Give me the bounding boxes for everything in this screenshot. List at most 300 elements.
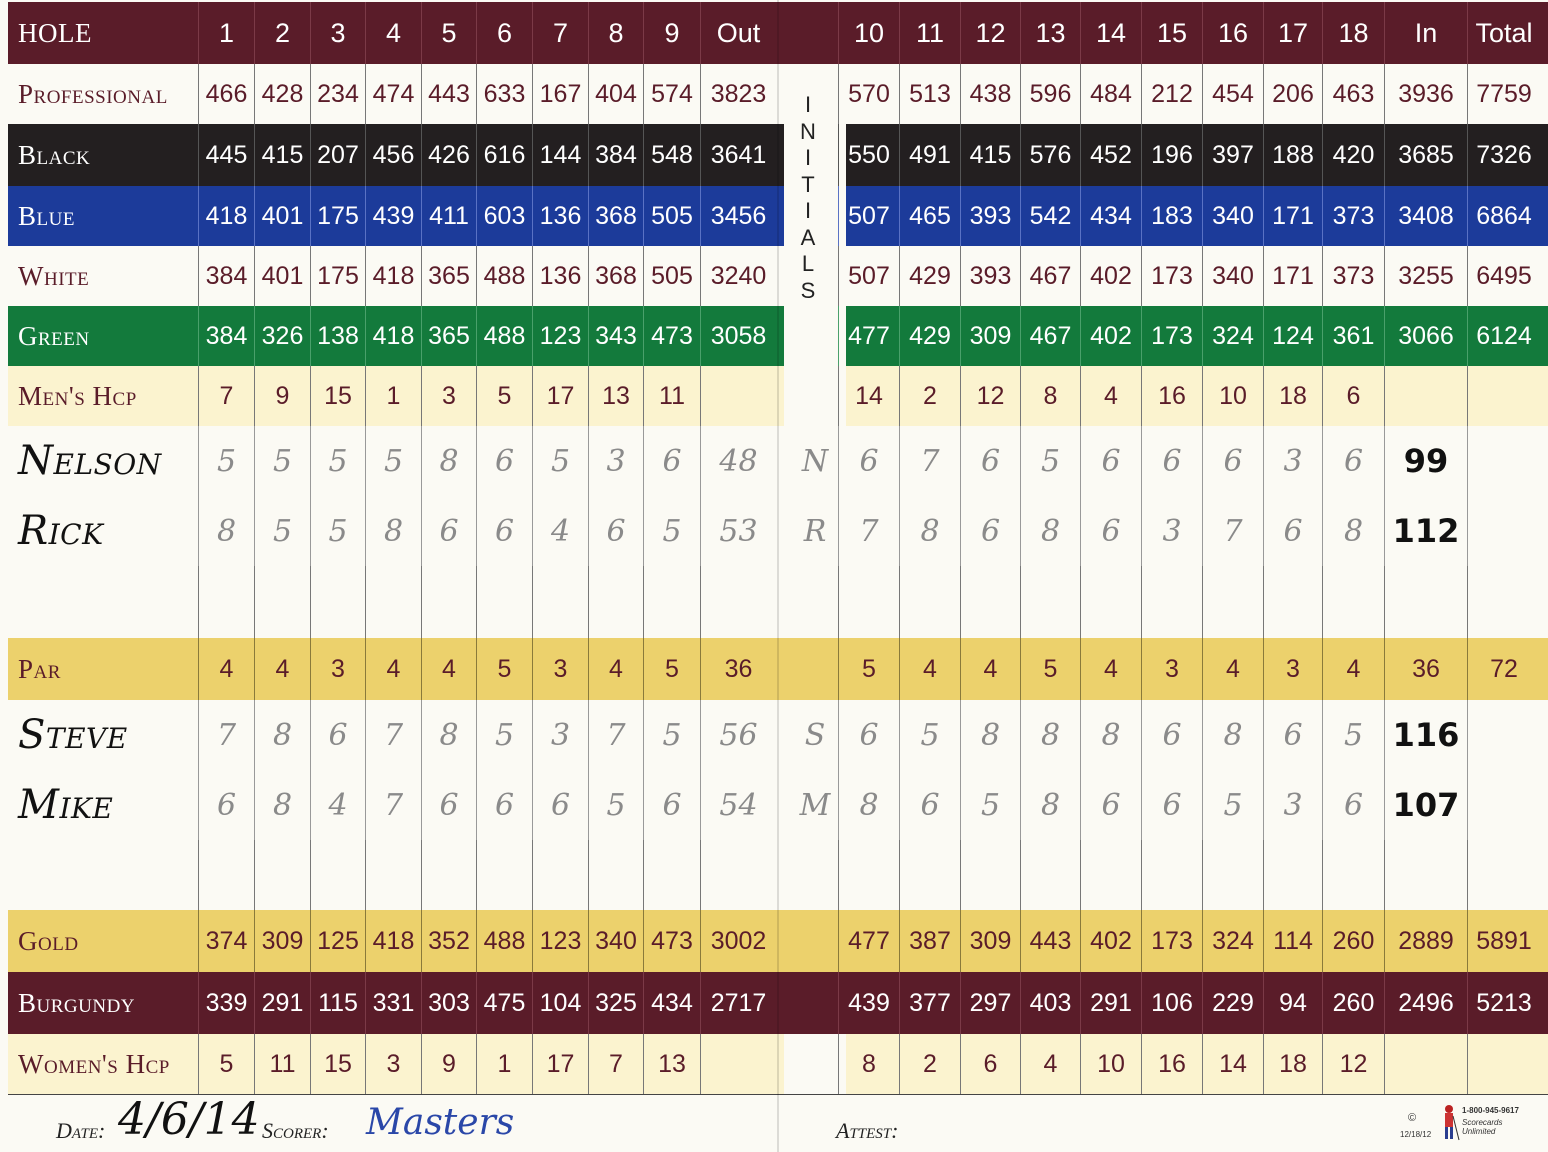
cell-3[interactable]: 6 <box>310 700 365 770</box>
cell-5: 365 <box>421 246 476 306</box>
cell-total: 6864 <box>1467 186 1540 246</box>
cell-9[interactable]: 6 <box>643 770 700 840</box>
cell-4: 3 <box>365 1034 421 1094</box>
cell-11[interactable]: 7 <box>899 426 960 496</box>
cell-3: 3 <box>310 638 365 700</box>
cell-12[interactable]: 6 <box>960 496 1020 566</box>
cell-17[interactable]: 3 <box>1263 426 1322 496</box>
cell-10[interactable]: 6 <box>838 700 899 770</box>
cell-17[interactable]: 6 <box>1263 496 1322 566</box>
cell-3: 175 <box>310 246 365 306</box>
cell-in: 3408 <box>1384 186 1467 246</box>
cell-17[interactable]: 6 <box>1263 700 1322 770</box>
cell-15: 173 <box>1141 246 1202 306</box>
cell-8: 8 <box>588 2 643 64</box>
cell-7: 17 <box>532 1034 588 1094</box>
cell-9: 434 <box>643 972 700 1034</box>
cell-13: 443 <box>1020 910 1080 972</box>
cell-total[interactable] <box>1467 496 1540 566</box>
cell-11: 11 <box>899 2 960 64</box>
cell-6: 633 <box>476 64 532 124</box>
scorer-value: Masters <box>366 1102 515 1143</box>
cell-17[interactable]: 3 <box>1263 770 1322 840</box>
initials-gap <box>784 306 846 366</box>
cell-in: 3936 <box>1384 64 1467 124</box>
cell-5[interactable]: 6 <box>421 496 476 566</box>
initials-letter: I <box>804 198 812 223</box>
cell-11[interactable]: 5 <box>899 700 960 770</box>
cell-6[interactable]: 6 <box>476 496 532 566</box>
cell-out: 3240 <box>700 246 776 306</box>
cell-10[interactable]: 7 <box>838 496 899 566</box>
cell-10 <box>838 840 899 910</box>
cell-10: 5 <box>838 638 899 700</box>
cell-8[interactable]: 6 <box>588 496 643 566</box>
cell-14: 291 <box>1080 972 1141 1034</box>
cell-4[interactable]: 7 <box>365 770 421 840</box>
cell-9[interactable]: 6 <box>643 426 700 496</box>
cell-in[interactable]: 99 <box>1384 426 1467 496</box>
cell-in: 36 <box>1384 638 1467 700</box>
cell-2: 9 <box>254 366 310 426</box>
cell-15[interactable]: 6 <box>1141 770 1202 840</box>
cell-6: 488 <box>476 306 532 366</box>
cell-14[interactable]: 6 <box>1080 426 1141 496</box>
cell-11 <box>899 840 960 910</box>
cell-12: 4 <box>960 638 1020 700</box>
cell-12: 12 <box>960 366 1020 426</box>
cell-5 <box>421 840 476 910</box>
cell-11: 387 <box>899 910 960 972</box>
cell-12: 309 <box>960 306 1020 366</box>
initials-letter: N <box>800 118 816 144</box>
cell-3: 125 <box>310 910 365 972</box>
cell-8: 404 <box>588 64 643 124</box>
cell-16: 340 <box>1202 246 1263 306</box>
cell-12: 393 <box>960 246 1020 306</box>
cell-18: 463 <box>1322 64 1384 124</box>
row-label: Gold <box>18 925 79 956</box>
cell-8 <box>588 566 643 638</box>
cell-10[interactable]: 8 <box>838 770 899 840</box>
cell-10: 14 <box>838 366 899 426</box>
cell-14[interactable]: 8 <box>1080 700 1141 770</box>
cell-9: 5 <box>643 638 700 700</box>
cell-13: 4 <box>1020 1034 1080 1094</box>
cell-9[interactable]: 5 <box>643 496 700 566</box>
cell-4[interactable]: 8 <box>365 496 421 566</box>
cell-16: 4 <box>1202 638 1263 700</box>
cell-13 <box>1020 840 1080 910</box>
cell-8[interactable]: 7 <box>588 700 643 770</box>
cell-13: 542 <box>1020 186 1080 246</box>
cell-2[interactable]: 5 <box>254 496 310 566</box>
cell-1[interactable]: 5 <box>198 426 254 496</box>
cell-6: 5 <box>476 366 532 426</box>
cell-out <box>700 840 776 910</box>
player-name: Steve <box>18 712 128 758</box>
row-label: Blue <box>18 200 75 231</box>
cell-2[interactable]: 8 <box>254 700 310 770</box>
cell-12: 6 <box>960 1034 1020 1094</box>
cell-10: 550 <box>838 124 899 186</box>
cell-4: 418 <box>365 246 421 306</box>
cell-out <box>700 1034 776 1094</box>
cell-14: 452 <box>1080 124 1141 186</box>
cell-in <box>1384 840 1467 910</box>
cell-12: 393 <box>960 186 1020 246</box>
cell-11: 429 <box>899 306 960 366</box>
cell-7: 123 <box>532 910 588 972</box>
cell-11[interactable]: 6 <box>899 770 960 840</box>
cell-out[interactable]: 54 <box>700 770 776 840</box>
cell-17: 188 <box>1263 124 1322 186</box>
row-label: Par <box>18 653 61 684</box>
cell-7: 167 <box>532 64 588 124</box>
cell-18 <box>1322 566 1384 638</box>
cell-16[interactable]: 7 <box>1202 496 1263 566</box>
cell-4 <box>365 566 421 638</box>
cell-9: 548 <box>643 124 700 186</box>
cell-16: 324 <box>1202 910 1263 972</box>
cell-14 <box>1080 840 1141 910</box>
player-initial: R <box>784 496 846 566</box>
attest-label: Attest: <box>836 1118 899 1143</box>
player-name: Mike <box>18 782 114 828</box>
row-label: Women's Hcp <box>18 1048 170 1079</box>
cell-16[interactable]: 8 <box>1202 700 1263 770</box>
cell-13[interactable]: 8 <box>1020 496 1080 566</box>
cell-6[interactable]: 6 <box>476 770 532 840</box>
cell-9: 9 <box>643 2 700 64</box>
cell-15: 16 <box>1141 366 1202 426</box>
printer-phone: 1-800-945-9617 <box>1462 1106 1519 1115</box>
cell-14: 14 <box>1080 2 1141 64</box>
cell-5[interactable]: 6 <box>421 770 476 840</box>
cell-17: 94 <box>1263 972 1322 1034</box>
cell-1: 384 <box>198 246 254 306</box>
cell-17: 114 <box>1263 910 1322 972</box>
cell-10: 507 <box>838 186 899 246</box>
cell-total[interactable] <box>1467 700 1540 770</box>
cell-total[interactable] <box>1467 770 1540 840</box>
cell-8: 325 <box>588 972 643 1034</box>
cell-13[interactable]: 8 <box>1020 700 1080 770</box>
cell-13: 467 <box>1020 306 1080 366</box>
cell-18: 373 <box>1322 246 1384 306</box>
cell-in: 3685 <box>1384 124 1467 186</box>
cell-16: 14 <box>1202 1034 1263 1094</box>
initials-letter: I <box>804 145 812 170</box>
cell-2 <box>254 840 310 910</box>
cell-18: 373 <box>1322 186 1384 246</box>
cell-12[interactable]: 5 <box>960 770 1020 840</box>
cell-18: 361 <box>1322 306 1384 366</box>
player-initial: S <box>784 700 846 770</box>
cell-out: Out <box>700 2 776 64</box>
cell-18[interactable]: 6 <box>1322 770 1384 840</box>
cell-18: 260 <box>1322 910 1384 972</box>
cell-5[interactable]: 8 <box>421 700 476 770</box>
player-name: Nelson <box>18 438 162 484</box>
cell-18: 4 <box>1322 638 1384 700</box>
cell-2: 326 <box>254 306 310 366</box>
cell-18[interactable]: 5 <box>1322 700 1384 770</box>
cell-9 <box>643 840 700 910</box>
cell-3: 234 <box>310 64 365 124</box>
cell-17 <box>1263 566 1322 638</box>
cell-11: 513 <box>899 64 960 124</box>
cell-11 <box>899 566 960 638</box>
cell-in: 3066 <box>1384 306 1467 366</box>
cell-4: 4 <box>365 2 421 64</box>
cell-out <box>700 366 776 426</box>
player-initial: M <box>784 770 846 840</box>
cell-17: 18 <box>1263 1034 1322 1094</box>
row-label <box>8 566 198 638</box>
cell-7: 104 <box>532 972 588 1034</box>
cell-16 <box>1202 840 1263 910</box>
cell-2[interactable]: 5 <box>254 426 310 496</box>
cell-11: 465 <box>899 186 960 246</box>
initials-gap <box>784 638 846 700</box>
cell-10[interactable]: 6 <box>838 426 899 496</box>
cell-1: 418 <box>198 186 254 246</box>
cell-12: 309 <box>960 910 1020 972</box>
row-label: Black <box>18 139 91 170</box>
cell-5: 5 <box>421 2 476 64</box>
cell-1: 466 <box>198 64 254 124</box>
cell-out: 3823 <box>700 64 776 124</box>
cell-total: 5891 <box>1467 910 1540 972</box>
cell-10: 477 <box>838 910 899 972</box>
initials-letter: L <box>801 251 815 276</box>
cell-14: 4 <box>1080 366 1141 426</box>
cell-11: 2 <box>899 366 960 426</box>
cell-7: 7 <box>532 2 588 64</box>
row-label: Men's Hcp <box>18 380 137 411</box>
cell-in: 2889 <box>1384 910 1467 972</box>
cell-10: 439 <box>838 972 899 1034</box>
initials-letter: S <box>800 277 816 303</box>
cell-5: 9 <box>421 1034 476 1094</box>
cell-total: 6495 <box>1467 246 1540 306</box>
cell-6: 488 <box>476 246 532 306</box>
cell-8: 4 <box>588 638 643 700</box>
cell-in[interactable]: 112 <box>1384 496 1467 566</box>
cell-total[interactable] <box>1467 426 1540 496</box>
cell-6: 1 <box>476 1034 532 1094</box>
cell-6: 616 <box>476 124 532 186</box>
cell-total: 7759 <box>1467 64 1540 124</box>
cell-total: 5213 <box>1467 972 1540 1034</box>
initials-letter: T <box>801 171 815 197</box>
cell-13[interactable]: 8 <box>1020 770 1080 840</box>
cell-total <box>1467 366 1540 426</box>
cell-out[interactable]: 53 <box>700 496 776 566</box>
cell-2[interactable]: 8 <box>254 770 310 840</box>
cell-18[interactable]: 6 <box>1322 426 1384 496</box>
cell-9[interactable]: 5 <box>643 700 700 770</box>
cell-18: 420 <box>1322 124 1384 186</box>
cell-9: 574 <box>643 64 700 124</box>
cell-15: 106 <box>1141 972 1202 1034</box>
cell-14[interactable]: 6 <box>1080 496 1141 566</box>
cell-out: 2717 <box>700 972 776 1034</box>
cell-3[interactable]: 5 <box>310 426 365 496</box>
cell-out <box>700 566 776 638</box>
cell-16: 16 <box>1202 2 1263 64</box>
cell-3[interactable]: 4 <box>310 770 365 840</box>
initials-gap <box>784 2 846 64</box>
cell-17: 206 <box>1263 64 1322 124</box>
cell-11: 429 <box>899 246 960 306</box>
cell-17 <box>1263 840 1322 910</box>
cell-4[interactable]: 7 <box>365 700 421 770</box>
cell-16[interactable]: 5 <box>1202 770 1263 840</box>
cell-15[interactable]: 6 <box>1141 426 1202 496</box>
cell-8[interactable]: 5 <box>588 770 643 840</box>
row-label <box>8 840 198 910</box>
cell-6[interactable]: 6 <box>476 426 532 496</box>
cell-in <box>1384 1034 1467 1094</box>
cell-8[interactable]: 3 <box>588 426 643 496</box>
initials-column-label <box>795 92 821 304</box>
card-fold <box>777 0 779 1152</box>
cell-1[interactable]: 8 <box>198 496 254 566</box>
cell-17: 3 <box>1263 638 1322 700</box>
cell-10 <box>838 566 899 638</box>
cell-7: 123 <box>532 306 588 366</box>
cell-15[interactable]: 6 <box>1141 700 1202 770</box>
cell-14[interactable]: 6 <box>1080 770 1141 840</box>
cell-5: 411 <box>421 186 476 246</box>
cell-4: 418 <box>365 910 421 972</box>
golfer-icon <box>1438 1104 1460 1144</box>
cell-18: 12 <box>1322 1034 1384 1094</box>
cell-11: 377 <box>899 972 960 1034</box>
cell-15: 15 <box>1141 2 1202 64</box>
cell-14: 10 <box>1080 1034 1141 1094</box>
cell-8: 368 <box>588 186 643 246</box>
cell-7[interactable]: 3 <box>532 700 588 770</box>
cell-15: 3 <box>1141 638 1202 700</box>
cell-1: 1 <box>198 2 254 64</box>
cell-7: 17 <box>532 366 588 426</box>
row-label: Burgundy <box>18 987 136 1018</box>
cell-17: 171 <box>1263 246 1322 306</box>
cell-16: 340 <box>1202 186 1263 246</box>
cell-7: 144 <box>532 124 588 186</box>
cell-10: 10 <box>838 2 899 64</box>
cell-5: 303 <box>421 972 476 1034</box>
cell-9: 505 <box>643 246 700 306</box>
cell-4[interactable]: 5 <box>365 426 421 496</box>
cell-3: 115 <box>310 972 365 1034</box>
cell-8: 384 <box>588 124 643 186</box>
row-label: Professional <box>18 78 168 109</box>
cell-12: 415 <box>960 124 1020 186</box>
cell-in[interactable]: 107 <box>1384 770 1467 840</box>
cell-8 <box>588 840 643 910</box>
cell-out: 3641 <box>700 124 776 186</box>
cell-13: 403 <box>1020 972 1080 1034</box>
cell-11[interactable]: 8 <box>899 496 960 566</box>
cell-14: 484 <box>1080 64 1141 124</box>
cell-7[interactable]: 6 <box>532 770 588 840</box>
cell-5: 443 <box>421 64 476 124</box>
cell-6: 475 <box>476 972 532 1034</box>
cell-15[interactable]: 3 <box>1141 496 1202 566</box>
cell-2 <box>254 566 310 638</box>
cell-1 <box>198 840 254 910</box>
cell-3: 138 <box>310 306 365 366</box>
cell-8: 343 <box>588 306 643 366</box>
cell-12: 438 <box>960 64 1020 124</box>
cell-1: 384 <box>198 306 254 366</box>
cell-9 <box>643 566 700 638</box>
cell-4 <box>365 840 421 910</box>
cell-14: 434 <box>1080 186 1141 246</box>
cell-12 <box>960 840 1020 910</box>
cell-12 <box>960 566 1020 638</box>
cell-11: 491 <box>899 124 960 186</box>
cell-out[interactable]: 48 <box>700 426 776 496</box>
cell-14: 4 <box>1080 638 1141 700</box>
initials-gap <box>784 566 846 638</box>
cell-2: 291 <box>254 972 310 1034</box>
cell-13: 13 <box>1020 2 1080 64</box>
cell-10: 507 <box>838 246 899 306</box>
cell-16[interactable]: 6 <box>1202 426 1263 496</box>
row-label: Green <box>18 320 90 351</box>
cell-5: 365 <box>421 306 476 366</box>
cell-8: 340 <box>588 910 643 972</box>
cell-6: 6 <box>476 2 532 64</box>
copyright-mark: © <box>1408 1112 1417 1124</box>
cell-in[interactable]: 116 <box>1384 700 1467 770</box>
cell-2: 11 <box>254 1034 310 1094</box>
cell-8: 368 <box>588 246 643 306</box>
cell-7: 136 <box>532 186 588 246</box>
cell-12[interactable]: 6 <box>960 426 1020 496</box>
cell-9: 505 <box>643 186 700 246</box>
cell-6: 603 <box>476 186 532 246</box>
cell-1: 339 <box>198 972 254 1034</box>
cell-out: 3456 <box>700 186 776 246</box>
cell-1[interactable]: 7 <box>198 700 254 770</box>
cell-13[interactable]: 5 <box>1020 426 1080 496</box>
cell-17: 17 <box>1263 2 1322 64</box>
cell-total: 6124 <box>1467 306 1540 366</box>
cell-12[interactable]: 8 <box>960 700 1020 770</box>
cell-1[interactable]: 6 <box>198 770 254 840</box>
cell-7[interactable]: 5 <box>532 426 588 496</box>
cell-out: 3058 <box>700 306 776 366</box>
initials-gap <box>784 972 846 1034</box>
cell-3: 175 <box>310 186 365 246</box>
cell-17: 124 <box>1263 306 1322 366</box>
cell-15: 183 <box>1141 186 1202 246</box>
cell-18 <box>1322 840 1384 910</box>
cell-6[interactable]: 5 <box>476 700 532 770</box>
cell-out[interactable]: 56 <box>700 700 776 770</box>
cell-14: 402 <box>1080 246 1141 306</box>
cell-7[interactable]: 4 <box>532 496 588 566</box>
cell-18[interactable]: 8 <box>1322 496 1384 566</box>
cell-5[interactable]: 8 <box>421 426 476 496</box>
cell-3[interactable]: 5 <box>310 496 365 566</box>
